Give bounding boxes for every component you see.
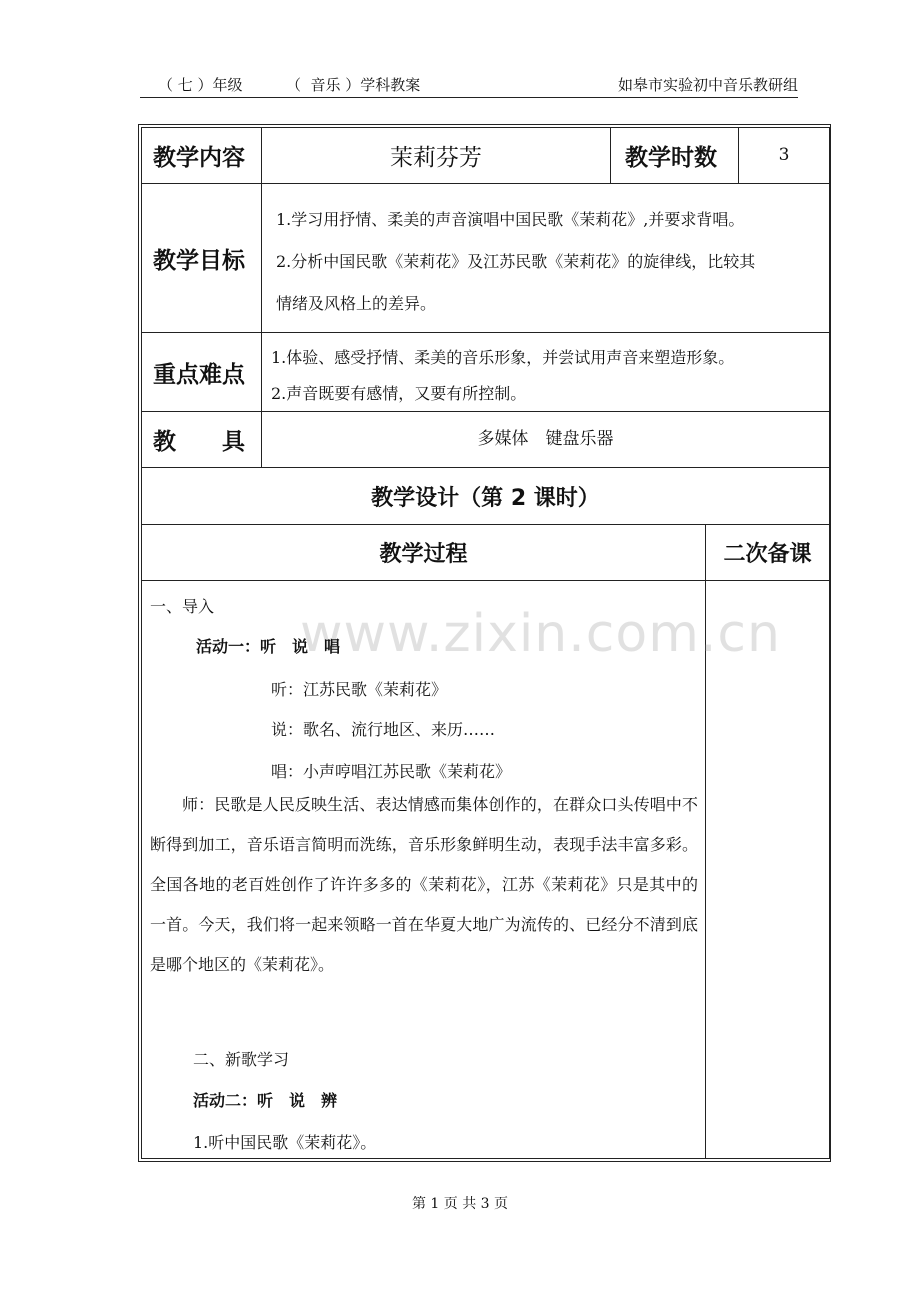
header-organization: 如皋市实验初中音乐教研组 (617, 76, 798, 94)
key-point-line: 2.声音既要有感情，又要有所控制。 (271, 384, 527, 403)
tools-value: 多媒体 键盘乐器 (477, 429, 614, 449)
teacher-paragraph: 师：民歌是人民反映生活、表达情感而集体创作的，在群众口头传唱中不断得到加工，音乐语言简明而洗练，音乐形象鲜明生动，表现手法丰富多彩。全国各地的老百姓创作了许许多多的《茉莉花》，江苏《茉莉花》只是其中的一首。今天，我们将一起来领略一首在华夏大地广为流传的、已经分不清到底是哪个地区的《茉莉花》。 (150, 795, 698, 974)
activity-one: 活动一：听 说 唱 (196, 637, 341, 656)
header-grade: （ 七 ）年级 (158, 76, 243, 94)
row-divider (141, 580, 830, 581)
goal-line: 情绪及风格上的差异。 (276, 294, 437, 313)
second-prep-header: 二次备课 (723, 542, 812, 567)
goal-line: 2.分析中国民歌《茉莉花》及江苏民歌《茉莉花》的旋律线，比较其 (276, 252, 756, 271)
page-footer: 第 1 页 共 3 页 (411, 1196, 509, 1212)
key-points-label: 重点难点 (153, 361, 245, 388)
item-one: 1.听中国民歌《茉莉花》。 (193, 1133, 377, 1152)
page-header (140, 74, 798, 96)
key-point-line: 1.体验、感受抒情、柔美的音乐形象，并尝试用声音来塑造形象。 (271, 348, 735, 367)
listen-line: 听：江苏民歌《茉莉花》 (271, 680, 448, 699)
design-title: 教学设计（第 2 课时） (371, 485, 600, 511)
say-line: 说：歌名、流行地区、来历…… (271, 720, 496, 739)
section-intro: 一、导入 (150, 597, 215, 616)
section-new-song: 二、新歌学习 (193, 1050, 290, 1069)
activity-two: 活动二：听 说 辨 (193, 1091, 338, 1110)
tools-label: 教 具 (153, 429, 245, 455)
goals-label: 教学目标 (153, 247, 245, 274)
hours-label: 教学时数 (625, 145, 717, 171)
header-rule (140, 97, 798, 98)
watermark: www.zixin.com.cn (300, 604, 781, 664)
lesson-title: 茉莉芬芳 (390, 145, 482, 171)
process-header: 教学过程 (379, 542, 468, 567)
hours-value: 3 (778, 145, 790, 165)
sing-line: 唱：小声哼唱江苏民歌《茉莉花》 (271, 762, 512, 781)
content-label: 教学内容 (153, 145, 245, 171)
goal-line: 1.学习用抒情、柔美的声音演唱中国民歌《茉莉花》,并要求背唱。 (276, 210, 745, 229)
header-subject: （ 音乐 ）学科教案 (286, 76, 421, 94)
